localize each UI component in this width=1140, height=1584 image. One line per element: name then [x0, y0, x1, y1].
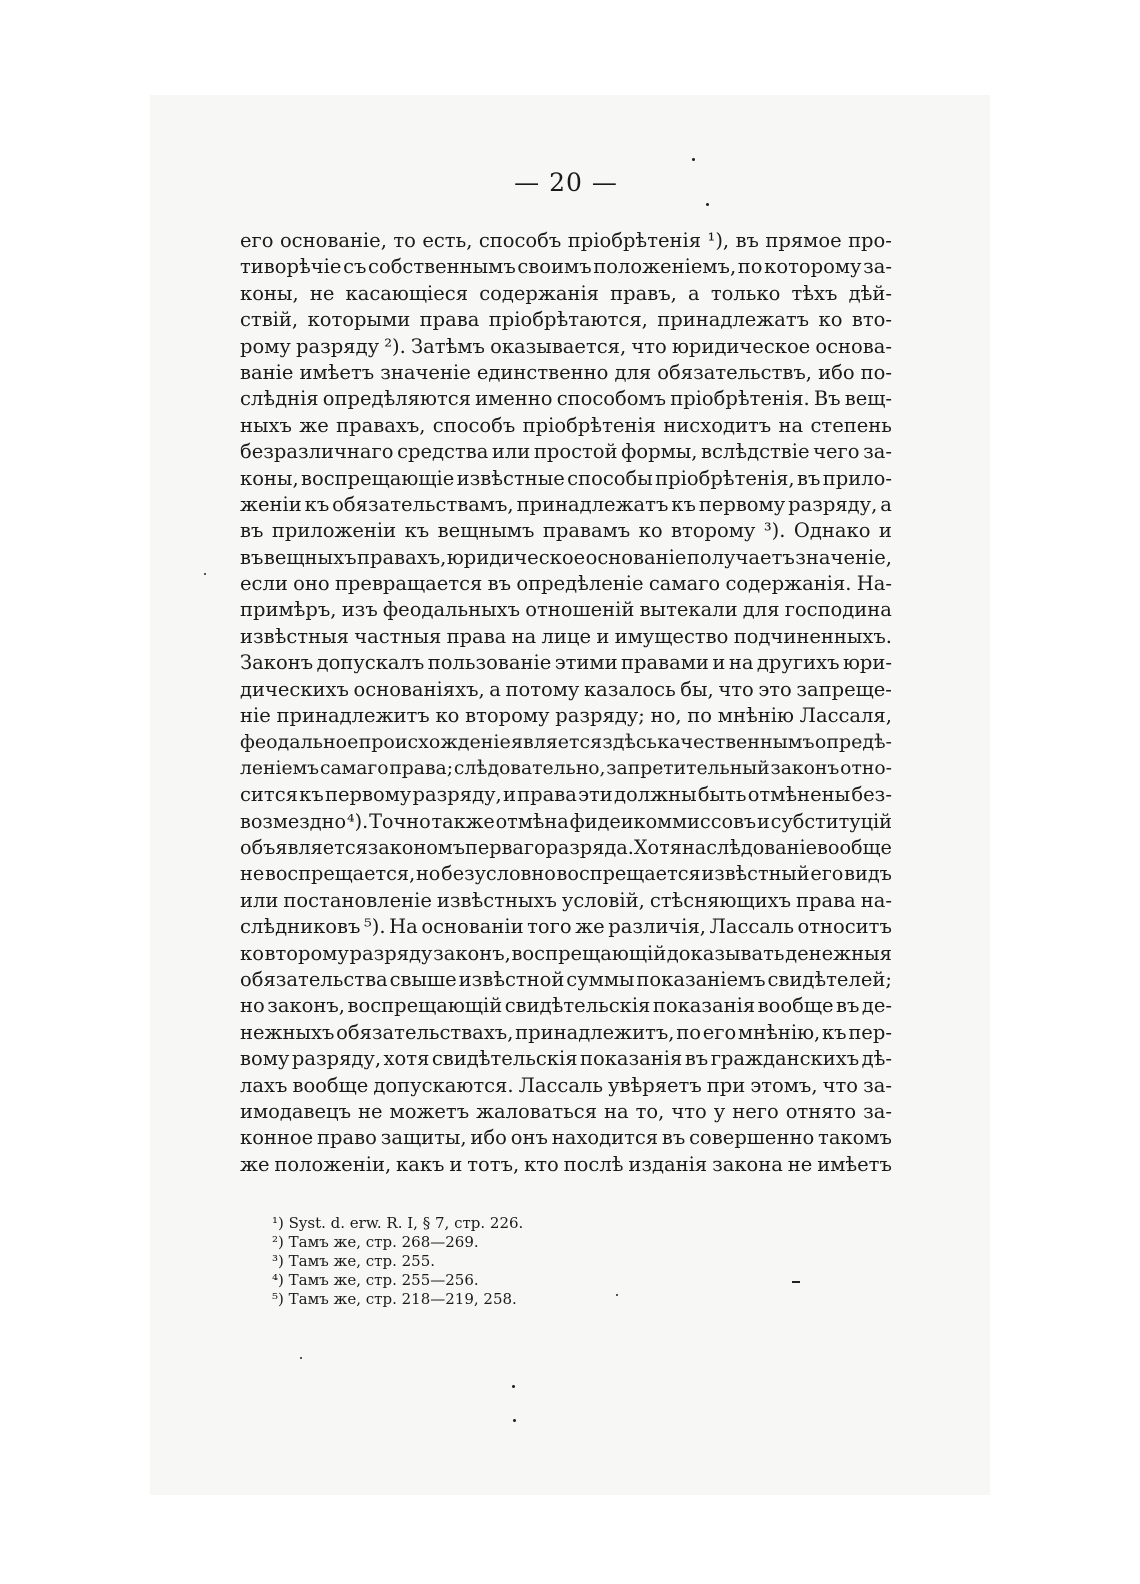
page-number: — 20 — [514, 168, 618, 197]
footnote: ¹) Syst. d. erw. R. I, § 7, стр. 226. [272, 1214, 524, 1232]
text-line: феодальное происхожденіе является здѣсь качественнымъ опредѣ- [240, 731, 892, 754]
text-line: въ вещныхъ правахъ, юридическое основаніе получаетъ значеніе, [240, 545, 892, 569]
text-line: или постановленіе извѣстныхъ условій, стѣсняющихъ права на- [240, 888, 892, 912]
text-line: дическихъ основаніяхъ, а потому казалось бы, что это запреще- [240, 677, 892, 701]
scan-speck [616, 1294, 618, 1296]
text-line: обязательства свыше извѣстной суммы показаніемъ свидѣтелей; [240, 967, 892, 991]
footnotes [272, 1214, 672, 1309]
footnote: ⁴) Тамъ же, стр. 255—256. [272, 1271, 479, 1289]
scan-speck [692, 158, 695, 161]
text-line: его основаніе, то есть, способъ пріобрѣтенія ¹), въ прямое про- [240, 229, 892, 252]
footnote: ²) Тамъ же, стр. 268—269. [272, 1233, 479, 1251]
text-line: извѣстныя частныя права на лице и имущество подчиненныхъ. [240, 624, 892, 648]
text-line: но законъ, воспрещающій свидѣтельскія показанія вообще въ де- [240, 994, 892, 1018]
text-line: же положеніи, какъ и тотъ, кто послѣ изданія закона не имѣетъ [240, 1152, 892, 1176]
text-line: не воспрещается, но безусловно воспрещается извѣстный его видъ [240, 862, 892, 886]
text-line: рому разряду ²). Затѣмъ оказывается, что юридическое основа- [240, 334, 892, 358]
text-line: лахъ вообще допускаются. Лассаль увѣряетъ при этомъ, что за- [240, 1073, 892, 1097]
text-line: конное право защиты, ибо онъ находится въ совершенно такомъ [240, 1126, 892, 1150]
text-line: коны, воспрещающіе извѣстные способы пріобрѣтенія, въ прило- [240, 466, 892, 490]
text-line: Законъ допускалъ пользованіе этими правами и на другихъ юри- [240, 651, 892, 675]
text-line: слѣдниковъ ⁵). На основаніи того же различія, Лассаль относитъ [240, 915, 892, 939]
text-line: въ приложеніи къ вещнымъ правамъ ко второму ³). Однако и [240, 519, 892, 543]
text-line: ствій, которыми права пріобрѣтаются, принадлежатъ ко вто- [240, 308, 892, 332]
text-line: слѣднія опредѣляются именно способомъ пріобрѣтенія. Въ вещ- [240, 387, 892, 411]
scan-speck [706, 203, 709, 206]
text-line: женіи къ обязательствамъ, принадлежатъ къ первому разряду, а [240, 492, 892, 516]
text-line: возмездно ⁴). Точно также отмѣна фидеикоммиссовъ и субституцій [240, 809, 892, 833]
footnote: ⁵) Тамъ же, стр. 218—219, 258. [272, 1290, 517, 1308]
text-line: ныхъ же правахъ, способъ пріобрѣтенія нисходитъ на степень [240, 413, 892, 437]
text-line: ко второму разряду законъ, воспрещающій доказывать денежныя [240, 941, 892, 965]
text-line: нежныхъ обязательствахъ, принадлежитъ, по его мнѣнію, къ пер- [240, 1020, 892, 1044]
footnote: ³) Тамъ же, стр. 255. [272, 1252, 436, 1270]
text-line: ваніе имѣетъ значеніе единственно для обязательствъ, ибо по- [240, 360, 892, 384]
text-line: безразличнаго средства или простой формы, вслѣдствіе чего за- [240, 440, 892, 464]
text-line: примѣръ, изъ феодальныхъ отношеній вытекали для господина [240, 598, 892, 622]
scan-speck [513, 1419, 516, 1422]
text-line: если оно превращается въ опредѣленіе самаго содержанія. На- [240, 572, 892, 596]
body-text [240, 228, 892, 1178]
scan-speck [512, 1385, 515, 1388]
text-line: сится къ первому разряду, и права эти должны быть отмѣнены без- [240, 783, 892, 807]
scan-speck [204, 573, 206, 575]
text-line: вому разряду, хотя свидѣтельскія показанія въ гражданскихъ дѣ- [240, 1047, 892, 1071]
text-line: объявляется закономъ перваго разряда. Хотя наслѣдованіе вообще [240, 835, 892, 859]
text-line: тиворѣчіе съ собственнымъ своимъ положеніемъ, по которому за- [240, 255, 892, 279]
scan-speck [300, 1357, 302, 1359]
text-line: имодавецъ не можетъ жаловаться на то, что у него отнято за- [240, 1099, 892, 1123]
text-line: ніе принадлежитъ ко второму разряду; но, по мнѣнію Лассаля, [240, 704, 892, 728]
text-line: леніемъ самаго права; слѣдовательно, запретительный законъ отно- [240, 757, 892, 779]
text-line: коны, не касающіеся содержанія правъ, а только тѣхъ дѣй- [240, 281, 892, 305]
scan-speck [792, 1281, 800, 1283]
